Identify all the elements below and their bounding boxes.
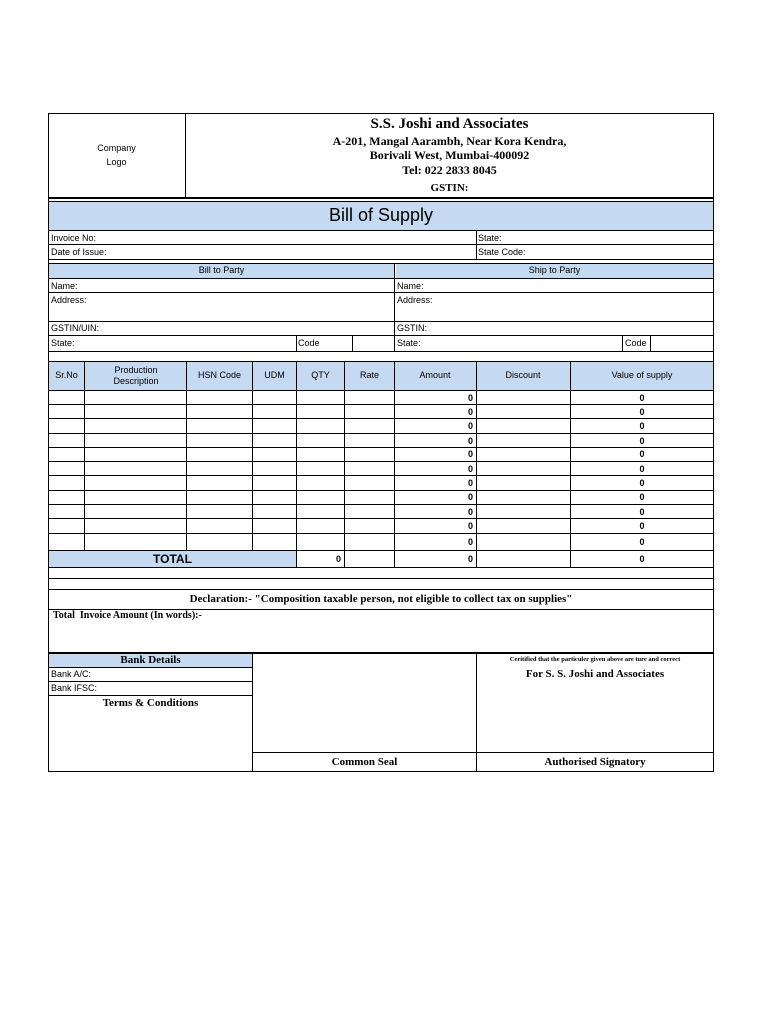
- company-tel: Tel: 022 2833 8045: [402, 163, 497, 177]
- common-seal-label: Common Seal: [331, 756, 398, 768]
- date-of-issue-label: Date of Issue:: [51, 247, 107, 257]
- invoice-no-label: Invoice No:: [51, 233, 97, 243]
- total-qty: 0: [335, 554, 341, 564]
- row-10-amount: 0: [467, 521, 473, 531]
- row-2-amount: 0: [467, 407, 473, 417]
- row-5-amount: 0: [467, 449, 473, 459]
- total-label: TOTAL: [153, 552, 192, 566]
- document-title: Bill of Supply: [328, 205, 434, 225]
- row-7-value: 0: [639, 478, 645, 488]
- row-10-value: 0: [639, 521, 645, 531]
- row-5-value: 0: [639, 449, 645, 459]
- ship-code-label: Code: [625, 338, 647, 348]
- row-1-value: 0: [639, 393, 645, 403]
- row-6-value: 0: [639, 464, 645, 474]
- row-3-amount: 0: [467, 421, 473, 431]
- row-6-amount: 0: [467, 464, 473, 474]
- bill-name-label: Name:: [51, 281, 78, 291]
- ship-gstin-label: GSTIN:: [397, 323, 428, 333]
- ship-to-party-title-text: Ship to Party: [528, 265, 581, 276]
- row-9-amount: 0: [467, 507, 473, 517]
- state-code-label: State Code:: [478, 247, 526, 257]
- col-header-discount: Discount: [505, 370, 541, 381]
- row-7-amount: 0: [467, 478, 473, 488]
- bill-gstin-label: GSTIN/UIN:: [51, 323, 100, 333]
- col-header-hsn-code: HSN Code: [197, 370, 242, 381]
- ship-name-label: Name:: [397, 281, 424, 291]
- bank-account-label: Bank A/C:: [51, 669, 92, 679]
- row-1-amount: 0: [467, 393, 473, 403]
- col-header-value-of-supply: Value of supply: [611, 370, 673, 381]
- ship-address-label: Address:: [397, 295, 433, 305]
- logo-text-line1: Company: [97, 143, 136, 153]
- bank-ifsc-label: Bank IFSC:: [51, 683, 98, 693]
- bill-state-label: State:: [51, 338, 75, 348]
- bill-address-label: Address:: [51, 295, 87, 305]
- col-header-sr-no: Sr.No: [55, 370, 78, 381]
- bank-details-title: Bank Details: [120, 654, 181, 666]
- total-in-words-label: Total Invoice Amount (In words):-: [53, 610, 202, 621]
- ship-to-party-title: [396, 264, 713, 278]
- bill-code-label: Code: [298, 338, 320, 348]
- total-amount: 0: [467, 554, 473, 564]
- declaration-text: Declaration:- "Composition taxable person, not eligible to collect tax on supplies": [189, 593, 573, 605]
- col-header-rate: Rate: [359, 370, 379, 381]
- bill-to-party-title-text: Bill to Party: [198, 265, 245, 276]
- company-address-line1: A-201, Mangal Aarambh, Near Kora Kendra,: [332, 134, 567, 148]
- row-11-amount: 0: [467, 537, 473, 547]
- terms-conditions-title: Terms & Conditions: [102, 697, 199, 709]
- row-2-value: 0: [639, 407, 645, 417]
- invoice-state-label: State:: [478, 233, 502, 243]
- ship-state-label: State:: [397, 338, 421, 348]
- row-4-value: 0: [639, 436, 645, 446]
- col-header-description: Production Description: [113, 364, 159, 386]
- company-address-line2: Borivali West, Mumbai-400092: [369, 148, 530, 162]
- company-header: [186, 114, 713, 197]
- authorised-signatory-label: Authorised Signatory: [544, 756, 646, 768]
- row-3-value: 0: [639, 421, 645, 431]
- company-gstin: GSTIN:: [430, 182, 469, 194]
- for-company-text: For S. S. Joshi and Associates: [525, 668, 665, 680]
- total-value-of-supply: 0: [639, 554, 645, 564]
- col-header-qty: QTY: [311, 370, 330, 381]
- col-header-udm: UDM: [264, 370, 285, 381]
- row-11-value: 0: [639, 537, 645, 547]
- company-logo-placeholder: [48, 141, 185, 169]
- bill-to-party-title: [49, 264, 394, 278]
- company-name: S.S. Joshi and Associates: [370, 116, 529, 132]
- row-8-value: 0: [639, 492, 645, 502]
- row-9-value: 0: [639, 507, 645, 517]
- row-8-amount: 0: [467, 492, 473, 502]
- certification-text: Ceritified that the particuler given above are ture and correct: [509, 656, 681, 663]
- col-header-amount: Amount: [419, 370, 451, 381]
- logo-text-line2: Logo: [106, 157, 127, 167]
- row-4-amount: 0: [467, 436, 473, 446]
